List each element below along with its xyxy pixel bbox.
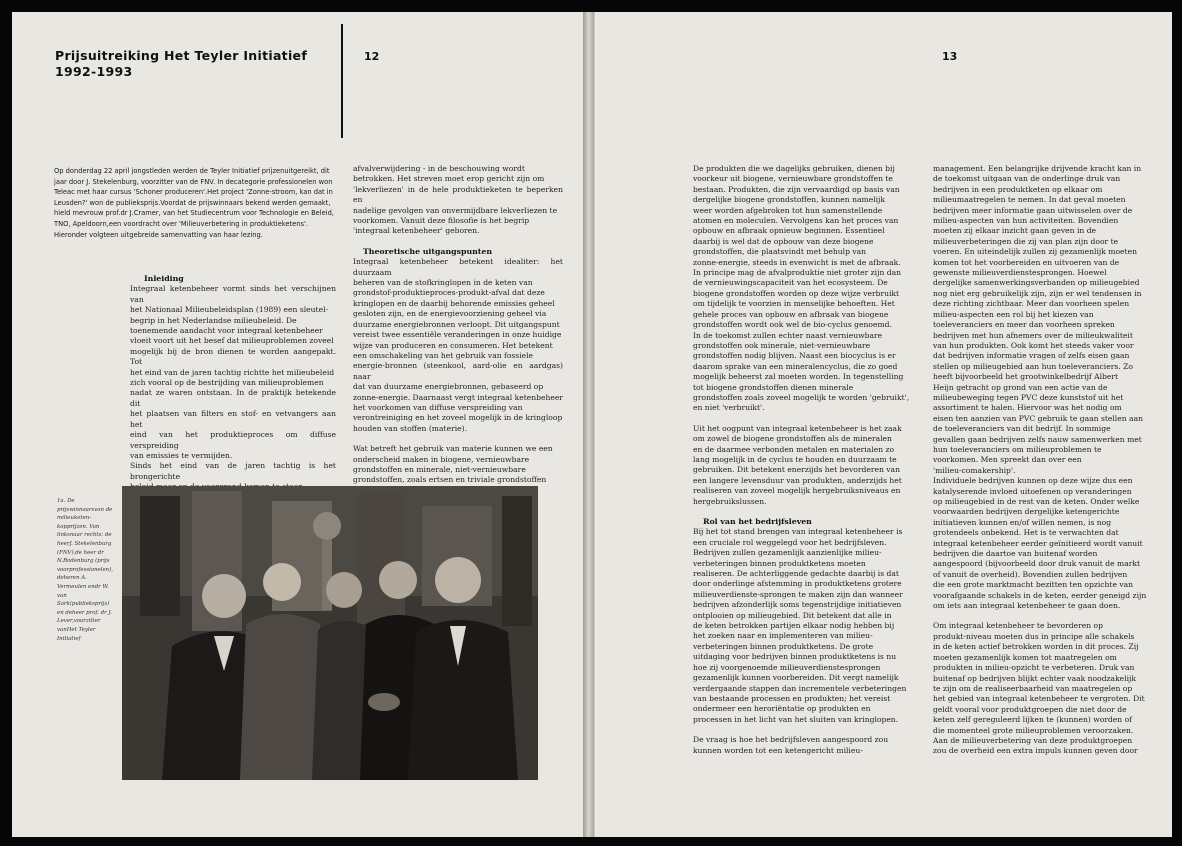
group-photo [122, 486, 538, 780]
text-line: begrip in het Nederlandse milieubeleid. De [130, 315, 297, 325]
text-line: daarom sprake van een mineralencyclus, die zo goed [693, 361, 898, 371]
column-3-para-2 [693, 424, 915, 507]
text-line: bedrijven afzonderlijk soms tegenstrijdige initiatieven [693, 600, 902, 610]
column-4-para-1 [933, 164, 1151, 611]
text-line: voeren. En uiteindelijk zullen zij gezamenlijk moeten [933, 247, 1137, 257]
text-line: of vanuit de overheid). Bovendien zullen bedrijven [933, 569, 1128, 579]
text-line: grondstoffen nodig blijven. Naast een biocyclus is er [693, 351, 896, 361]
text-line: vloeit voort uit het besef dat milieuproblemen zoveel [130, 336, 334, 346]
page-number-left: 12 [364, 50, 380, 63]
text-line: in de keten actief betrokken worden in dit proces. Zij [933, 642, 1139, 652]
text-line: zou de overheid een extra impuls kunnen geven door [933, 746, 1138, 756]
text-line: De produkten die we dagelijks gebruiken, dienen bij [693, 164, 895, 173]
text-line: die momenteel grote milieuproblemen veroorzaken. [933, 725, 1134, 735]
page-number-right: 13 [942, 50, 958, 63]
text-line: van emissies te vermijden. [130, 450, 233, 460]
column-3-para-4 [693, 735, 915, 756]
text-line: Bedrijven zullen gezamenlijk aanzienlijke milieu- [693, 548, 882, 558]
column-2-para-2 [353, 257, 563, 434]
text-line: eisen ten aanzien van PVC gebruik te gaan stellen aan [933, 413, 1143, 423]
text-line: het Nationaal Milieubeleidsplan (1989) een sleutel- [130, 305, 329, 315]
intro-line: categorie professionelen won Teleac met haar cursus 'Schoner produceren'. [54, 177, 333, 197]
caption-line: professionelen), de [57, 566, 113, 582]
intro-line: een voordracht over 'Milieuverbetering in produktieketens'. Hieronder volgt [54, 219, 308, 239]
text-line: grondstoffen ook minerale, niet-vernieuwbare [693, 340, 871, 350]
text-line: tot biogene grondstoffen dienen minerale [693, 382, 854, 392]
title-line-2: 1992-1993 [55, 64, 133, 79]
text-line: gewenste milieuverdienstesprongen. Hoewel [933, 268, 1107, 278]
text-line: kunnen worden tot een ketengericht milieu- [693, 745, 863, 755]
text-line: milieu-aspecten van hun activiteiten. Bovendien [933, 216, 1119, 226]
text-line: bedrijven in een produktketen op elkaar om [933, 184, 1103, 194]
page-left [12, 12, 584, 837]
intro-line: Cramer, van het Studiecentrum voor Technologie en Beleid, TNO, Apeldoorn, [54, 209, 334, 228]
text-line: milieuverbeteringen die zij van plan zijn door te [933, 236, 1119, 246]
text-line: Wat betreft het gebruik van materie kunnen we een [353, 444, 553, 454]
text-line: heeft bijvoorbeeld het grootwinkelbedrijf Albert [933, 372, 1119, 382]
text-line: het zoeken naar en implementeren van milieu- [693, 631, 873, 641]
column-4-para-2 [933, 621, 1151, 756]
text-line: een omschakeling van het gebruik van fossiele [353, 350, 534, 360]
column-3 [693, 164, 915, 766]
text-line: op milieugebied in de rest van de keten. Onder welke [933, 497, 1140, 506]
text-line: Uit het oogpunt van integraal ketenbeheer is het zaak [693, 423, 902, 433]
text-line: de toekomst uitgaan van de onderlinge druk van [933, 174, 1121, 184]
text-line: betrokken. Het streven moet erop gericht zijn om [353, 174, 545, 184]
text-line: hoe zij voorgenoemde milieuverdienstesprongen [693, 662, 881, 672]
text-line: 'integraal ketenbeheer' geboren. [353, 226, 480, 236]
text-line: opbouw en afbraak opnieuw beginnen. Essentieel [693, 226, 885, 236]
caption-line: voorzitter van [57, 618, 101, 633]
text-line: zich vooral op de bestrijding van milieuproblemen [130, 378, 324, 388]
text-line: nog niet erg gebruikelijk zijn, zijn er wel tendensen in [933, 288, 1142, 298]
intro-line: Het project 'Zonne-stroom, kan dat in Leusden?' won de publieksprijs. [54, 188, 333, 207]
text-line: onderscheid maken in biogene, vernieuwbare [353, 454, 530, 464]
caption-line: kopprijzen. Van links [57, 523, 100, 539]
text-line: mogelijk beheerst zal moeten worden. In tegenstelling [693, 372, 904, 382]
text-line: voorkomen. Vanuit deze filosofie is het begrip [353, 216, 530, 226]
text-line: om iets aan integraal ketenbeheer te gaan doen. [933, 601, 1121, 611]
text-line: verdergaande stappen dan incrementele verbeteringen [693, 683, 907, 693]
heading-inleiding: Inleiding [144, 274, 184, 283]
caption-line: heer prof. dr J. Lever, [57, 609, 112, 625]
caption-line: heren A. Vermeulen en [57, 575, 95, 590]
text-line: 'lekverliezen' in de hele produktieketen te beperken en [353, 184, 563, 205]
text-line: bedrijven met hun afnemers over de milieukwaliteit [933, 330, 1133, 340]
text-line: een langere levensduur van produkten, anderzijds het [693, 475, 902, 485]
text-line: de vernieuwingscapaciteit van het ecosysteem. De [693, 278, 888, 288]
heading-theoretische-uitgangspunten: Theoretische uitgangspunten [363, 246, 493, 256]
text-line: In de toekomst zullen echter naast vernieuwbare [693, 330, 883, 340]
text-line: produkt-niveau moeten dus in principe alle schakels [933, 631, 1135, 641]
book-gutter [583, 12, 594, 837]
text-line: hergebruikslussen. [693, 496, 767, 506]
header-rule [341, 24, 343, 138]
text-line: biogene grondstoffen worden op deze wijze verbruikt [693, 288, 900, 298]
text-line: grondstoffen wordt ook wel de bio-cyclus genoemd. [693, 320, 892, 330]
text-line: verbeteringen binnen produktketens moeten [693, 558, 866, 568]
text-line: ontplooien op milieugebied. Dit betekent dat alle in [693, 610, 892, 620]
text-line: het plaatsen van filters en stof- en vetvangers aan het [130, 409, 336, 429]
text-line: van hun produkten. Ook komt het steeds vaker voor [933, 340, 1134, 350]
text-line: management. Een belangrijke drijvende kracht kan in [933, 164, 1142, 173]
text-line: lang mogelijk in de cyclus te houden en duurzaam te [693, 454, 897, 464]
text-line: hun toeleveranciers om milieuproblemen te [933, 444, 1102, 454]
text-line: om zowel de biogene grondstoffen als de mineralen [693, 434, 892, 444]
text-line: door onderlinge afstemming in produktketens grotere [693, 579, 902, 589]
text-line: grotendeels onbekend. Het is te verwachten dat [933, 528, 1119, 538]
text-line: houden van stoffen (materie). [353, 423, 468, 433]
text-line: gevallen gaan bedrijven zelfs nauw samenwerken met [933, 434, 1142, 444]
column-2-para-1 [353, 164, 563, 237]
column-3-para-3 [693, 527, 915, 725]
text-line: moeten zij elkaar inzicht gaan geven in de [933, 226, 1097, 236]
text-line: initiatieven kunnen en/of willen nemen, is nog [933, 517, 1112, 527]
text-line: bestaan. Produkten, die zijn vervaardigd op basis van [693, 184, 900, 194]
text-line: en niet 'verbruikt'. [693, 403, 765, 413]
text-line: duurzame energiebronnen verloopt. Dit uitgangspunt [353, 319, 560, 329]
text-line: nadelige gevolgen van onvermijdbare lekverliezen te [353, 205, 558, 215]
text-line: verbeteringen binnen produktketens. De grote [693, 641, 874, 651]
text-line: grondstoffen, die plaatsvindt met behulp van [693, 247, 867, 257]
text-line: Integraal ketenbeheer betekent idealiter: het duurzaam [353, 257, 563, 277]
caption-line: naar rechts: de heer [57, 532, 112, 547]
text-line: die een grote marktmacht bezitten ten opzichte van [933, 580, 1134, 590]
page-right [594, 12, 1172, 837]
text-line: de toeleveranciers van dit bedrijf. In sommige [933, 424, 1111, 434]
text-line: keten zelf gereguleerd lijken te (kunnen) worden of [933, 715, 1132, 725]
text-line: bedrijven die daartoe van buitenaf worden [933, 549, 1098, 559]
text-line: gesloten zijn, en de energievoorziening geheel via [353, 309, 547, 319]
text-line: grondstoffen en minerale, niet-vernieuwbare [353, 464, 526, 474]
text-line: zonne-energie, steeds in evenwicht is met de afbraak. [693, 257, 901, 267]
caption-line: 1a. De prijswinnaars [57, 498, 95, 513]
text-line: katalyserende invloed uitoefenen op veranderingen [933, 486, 1132, 496]
text-line: verontreiniging en het zoveel mogelijk in de kringloop [353, 413, 563, 423]
text-line: om tijdelijk te voorzien in menselijke behoeften. Het [693, 299, 895, 309]
text-line: een cruciale rol weggelegd voor het bedrijfsleven. [693, 537, 887, 547]
text-line: dat bedrijven informatie vragen of zelfs eisen gaan [933, 351, 1130, 361]
text-line: deze richting zichtbaar. Meer dan voorheen spelen [933, 299, 1130, 309]
text-line: gebruiken. Dit betekent enerzijds het bevorderen van [693, 465, 900, 475]
text-line: milieubeweging tegen PVC deze kunststof uit het [933, 392, 1124, 402]
text-line: kringlopen en de daarbij behorende emissies geheel [353, 298, 555, 308]
photo-caption [57, 497, 115, 643]
text-line: assortiment te halen. Hiervoor was het nodig om [933, 403, 1122, 413]
text-line: realiseren van zoveel mogelijk hergebruiksniveaus en [693, 486, 901, 496]
title-line-1: Prijsuitreiking Het Teyler Initiatief [55, 48, 308, 63]
text-line: het voorkomen van diffuse verspreiding van [353, 402, 523, 412]
text-line: dergelijke biogene grondstoffen, kunnen namelijk [693, 195, 886, 205]
text-line: komen tot het voorbereiden en uitvoeren van de [933, 257, 1120, 267]
text-line: moeten gezamenlijk komen tot maatregelen om [933, 652, 1117, 662]
text-line: buitenaf op bedrijven blijkt echter vaak noodzakelijk [933, 673, 1136, 683]
column-4 [933, 164, 1151, 767]
text-line: eind van het produktieproces om diffuse verspreiding [130, 430, 336, 450]
text-line: Individuele bedrijven kunnen op deze wijze dus een [933, 476, 1133, 486]
text-line: Integraal ketenbeheer vormt sinds het verschijnen van [130, 284, 336, 304]
intro-line: uitgereikt, dit jaar door J. Stekelenburg, voorzitter van de FNV. In de [54, 167, 330, 186]
text-line: Om integraal ketenbeheer te bevorderen op [933, 621, 1103, 631]
intro-line: een uitgebreide samenvatting van haar lezing. [105, 230, 263, 239]
text-line: gezamenlijk kunnen voorbereiden. Dit vergt namelijk [693, 673, 899, 683]
text-line: dat van duurzame energiebronnen, gebaseerd op [353, 382, 544, 392]
text-line: het gebied van integraal ketenbeheer te vergroten. Dit [933, 694, 1145, 704]
column-3-para-1 [693, 164, 915, 414]
text-line: bedrijven meer informatie gaan uitwisselen over de [933, 205, 1133, 215]
text-line: grondstoffen, zoals ertsen en triviale grondstoffen [353, 475, 547, 485]
text-line: grondstoffen zoals zoveel mogelijk te worden 'gebruikt', [693, 392, 910, 402]
heading-rol-van-het-bedrijfsleven: Rol van het bedrijfsleven [703, 517, 812, 526]
text-line: voorkomen. Men spreekt dan over een [933, 455, 1082, 465]
text-line: ondermeer een heroriëntatie op produkten en [693, 704, 871, 714]
text-line: integraal ketenbeheer eerder geïnitieerd wordt vanuit [933, 538, 1143, 548]
intro-line: Op donderdag 22 april jongstleden werden de Teyler Initiatief prijzen [54, 167, 285, 175]
text-line: afvalverwijdering - in de beschouwing wordt [353, 164, 525, 173]
text-line: toenemende aandacht voor integraal ketenbeheer [130, 326, 323, 336]
text-line: energie-bronnen (steenkool, aard-olie en aardgas) naar [353, 361, 563, 381]
caption-line: J. Stekelenburg (FNV), [57, 540, 112, 556]
text-line: milieumaatregelen te nemen. In dat geval moeten [933, 195, 1126, 205]
text-line: 'milieu-comakership'. [933, 465, 1016, 475]
text-line: Bij het tot stand brengen van integraal ketenbeheer is [693, 527, 903, 537]
text-line: Heijn getracht op grond van een actie van de [933, 382, 1108, 392]
text-line: beheren van de stofkringlopen in de keten van [353, 278, 533, 288]
text-line: de keten betrokken partijen elkaar nodig hebben bij [693, 621, 895, 631]
caption-line: dr W. van Sark [57, 583, 109, 608]
caption-line: Rodenburg (prijs voor [57, 558, 110, 573]
text-line: realiseren. De achterliggende gedachte daarbij is dat [693, 569, 899, 579]
text-line: wijze van produceren en consumeren. Het betekent [353, 340, 553, 350]
text-line: stellen op milieugebied aan hun toeleveranciers. Zo [933, 361, 1133, 371]
text-line: In principe mag de afvalproduktie niet groter zijn dan [693, 268, 902, 278]
text-line: voorafgaande schakels in de keten, eerder geneigd zijn [933, 590, 1147, 600]
text-line: atomen en moleculen. Vervolgens kan het proces van [693, 216, 899, 226]
group-photo-image [122, 486, 538, 780]
text-line: Aan de milieuverbetering van deze produktgroepen [933, 735, 1133, 745]
text-line: processen in het licht van het sluiten van kringlopen. [693, 714, 899, 724]
text-line: milieu-aspecten een rol bij het kiezen van [933, 309, 1094, 319]
text-line: nadat ze waren ontstaan. In de praktijk betekende dit [130, 388, 336, 408]
text-line: geldt vooral voor produktgroepen die niet door de [933, 704, 1127, 714]
text-line: De vraag is hoe het bedrijfsleven aangespoord zou [693, 735, 889, 745]
text-line: uitdaging voor bedrijven binnen produktketens is nu [693, 652, 897, 662]
text-line: zonne-energie. Daarnaast vergt integraal ketenbeheer [353, 392, 564, 402]
text-line: gehele proces van opbouw en afbraak van biogene [693, 309, 889, 319]
text-line: het eind van de jaren tachtig richtte het milieubeleid [130, 367, 335, 377]
caption-line: van de milieuketen- [57, 506, 113, 522]
caption-line: (publieksprijs) en de [57, 601, 110, 616]
text-line: van bestaande processen en produkten; het vereist [693, 693, 891, 703]
text-line: daarbij is wel dat de opbouw van deze biogene [693, 236, 874, 246]
text-line: milieuverdienste-sprongen te maken zijn dan wanneer [693, 589, 903, 599]
text-line: vereist twee essentiële veranderingen in onze huidige [353, 330, 562, 340]
column-2 [353, 164, 563, 506]
text-line: voorkeur uit biogene, vernieuwbare grondstoffen te [693, 174, 893, 184]
article-title [55, 48, 345, 80]
text-line: te zijn om de realiseerbaarheid van maatregelen op [933, 683, 1133, 693]
text-line: weer worden afgebroken tot hun samenstellende [693, 205, 883, 215]
text-line: grondstof-produktieproces-produkt-afval dat deze [353, 288, 545, 298]
text-line: mogelijk bij de bron dienen te worden aangepakt. Tot [130, 346, 336, 367]
intro-line: Voordat de prijswinnaars bekend werden gemaakt, hield mevrouw prof.dr J. [54, 198, 331, 218]
caption-line: Het Teyler Initiatief [57, 626, 96, 642]
text-line: aangespoord (bijvoorbeeld door druk vanuit de markt [933, 559, 1141, 569]
text-line: produkten in milieu-opzicht te verbeteren. Druk van [933, 663, 1135, 673]
caption-line: de heer dr N. [57, 549, 104, 565]
text-line: toeleveranciers en meer dan voorheen spreken [933, 320, 1115, 330]
text-line: voorwaarden bedrijven dergelijke ketengerichte [933, 507, 1120, 517]
text-line: Sinds het eind van de jaren tachtig is het brongerichte [130, 461, 336, 481]
text-line: dergelijke samenwerkingsverbanden op milieugebied [933, 278, 1140, 288]
intro-paragraph [54, 166, 337, 240]
text-line: en de daarmee verbonden metalen en materialen zo [693, 444, 895, 454]
